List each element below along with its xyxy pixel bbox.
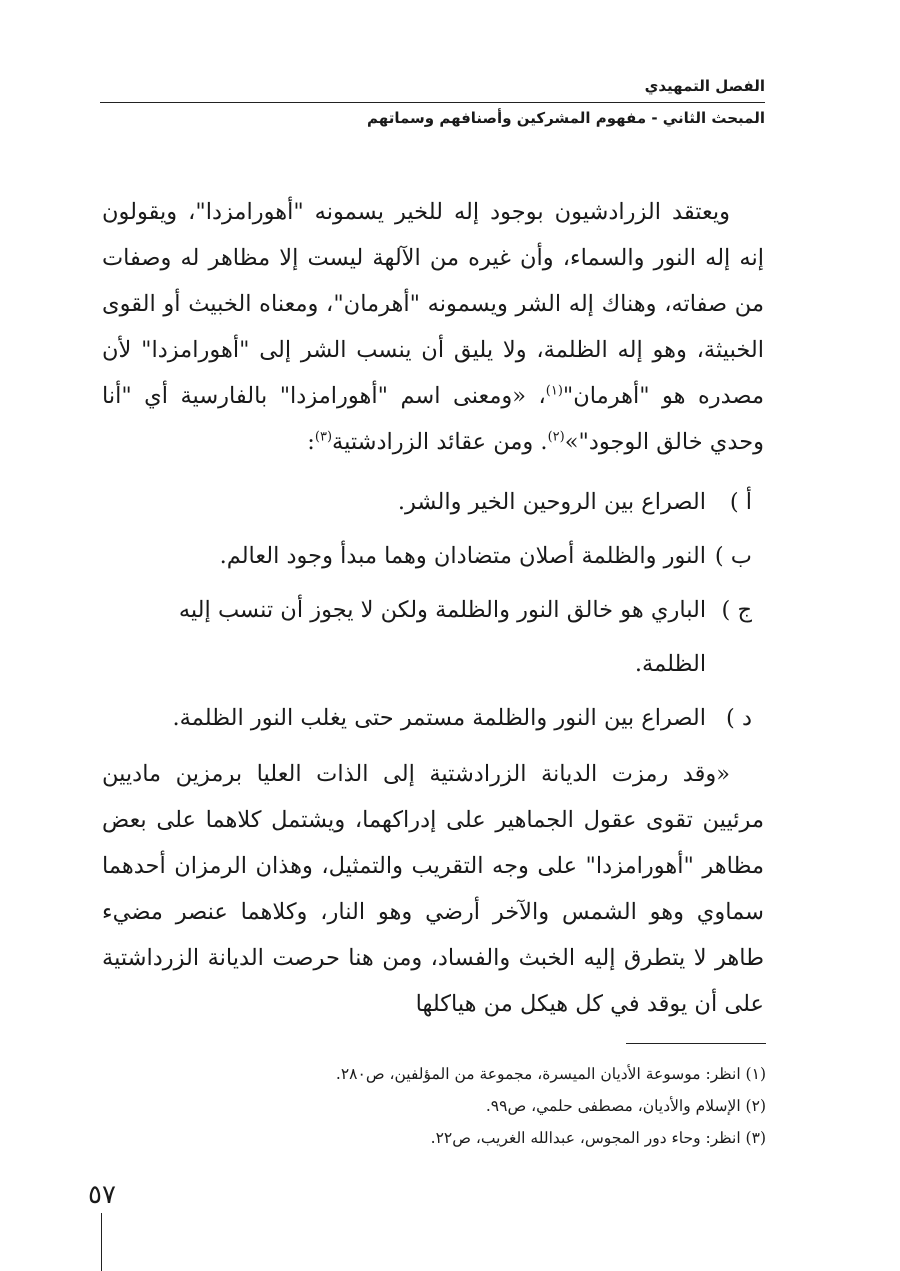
list-item-text: الصراع بين الروحين الخير والشر. — [397, 489, 706, 515]
list-item — [102, 475, 764, 529]
footnote-ref-3: (٣) — [314, 429, 333, 445]
paragraph-1-part-c: . ومن عقائد الزرادشتية — [332, 429, 548, 455]
paragraph-1-part-a: ويعتقد الزرادشيون بوجود إله للخير يسمونه "أهورامزدا"، ويقولون إنه إله النور والسماء، وأن غيره من الآلهة ليست إلا مظاهر له وصفات من صفاته، وهناك إله الشر ويسمونه "أهرمان"، ومعناه الخبيث أو القوى الخبيثة، وهو إله الظلمة، ولا يليق أن ينسب الشر إلى "أهورامزدا" لأن مصدره هو "أهرمان" — [102, 199, 764, 409]
list-item — [102, 529, 764, 583]
footnotes — [100, 1058, 766, 1154]
section-title: المبحث الثاني - مفهوم المشركين وأصنافهم وسماتهم — [367, 109, 765, 127]
chapter-title: الفصل التمهيدي — [644, 77, 765, 95]
paragraph-1 — [102, 189, 764, 465]
list-item-text: الصراع بين النور والظلمة مستمر حتى يغلب النور الظلمة. — [172, 705, 706, 731]
paragraph-1-part-b: ، «ومعنى اسم "أهورامزدا" بالفارسية أي "أنا وحدي خالق الوجود"» — [102, 383, 764, 455]
footnote-ref-1: (١) — [545, 383, 563, 399]
list-item-text: الباري هو خالق النور والظلمة ولكن لا يجوز أن تنسب إليه الظلمة. — [178, 597, 707, 677]
beliefs-list — [102, 475, 764, 745]
paragraph-2 — [102, 751, 764, 1027]
margin-rule — [101, 1213, 102, 1271]
list-item-marker: د ) — [726, 705, 752, 731]
list-item-marker: أ ) — [729, 489, 752, 515]
footnote-3: (٣) انظر: وحاء دور المجوس، عبدالله الغريب، ص٢٢. — [430, 1129, 766, 1147]
running-header — [100, 74, 765, 130]
list-item-text: النور والظلمة أصلان متضادان وهما مبدأ وجود العالم. — [219, 543, 706, 569]
footnote-1: (١) انظر: موسوعة الأديان الميسرة، مجموعة من المؤلفين، ص٢٨٠. — [335, 1065, 766, 1083]
list-item-marker: ج ) — [721, 597, 752, 623]
header-rule — [100, 102, 765, 103]
list-item — [102, 691, 764, 745]
footnote-ref-2: (٢) — [547, 429, 565, 445]
paragraph-1-part-d: : — [307, 429, 315, 455]
page-number: ٥٧ — [88, 1180, 116, 1210]
paragraph-2-text: «وقد رمزت الديانة الزرادشتية إلى الذات العليا برمزين ماديين مرئيين تقوى عقول الجماهير على إدراكهما، ويشتمل كلاهما على بعض مظاهر "أهورامزدا" على وجه التقريب والتمثيل، وهذان الرمزان أحدهما سماوي وهو الشمس والآخر أرضي وهو النار، وكلاهما عنصر مضيء طاهر لا يتطرق إليه الخبث والفساد، ومن هنا حرصت الديانة الزرداشتية على أن يوقد في كل هيكل من هياكلها — [102, 761, 764, 1017]
footnote-2: (٢) الإسلام والأديان، مصطفى حلمي، ص٩٩. — [485, 1097, 766, 1115]
list-item-marker: ب ) — [714, 543, 752, 569]
footnote-separator — [626, 1043, 766, 1044]
main-text — [102, 189, 764, 1027]
list-item — [102, 583, 764, 691]
